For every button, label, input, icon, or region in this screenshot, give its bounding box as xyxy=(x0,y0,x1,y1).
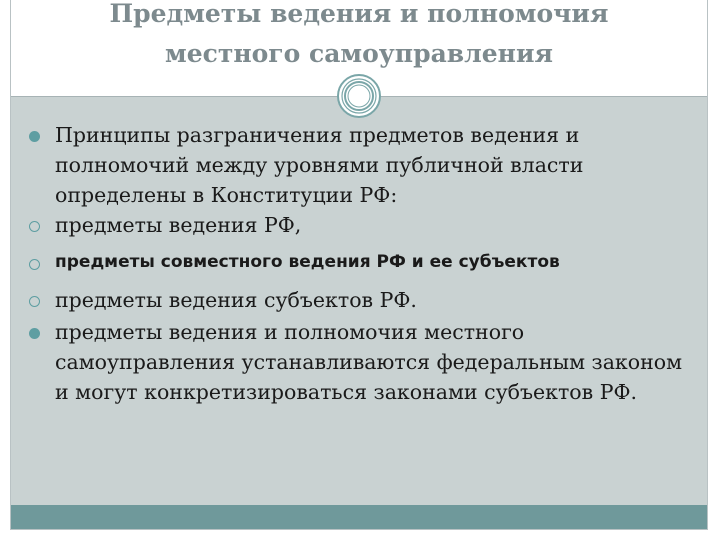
ornament-ring-icon xyxy=(336,73,382,119)
list-item-text: Принципы разграничения предметов ведения и полномочий между уровнями публичной власти определены в Конституции РФ: xyxy=(55,123,584,207)
list-item-text: предметы ведения субъектов РФ. xyxy=(55,288,417,312)
list-item xyxy=(29,210,689,240)
list-item xyxy=(29,120,689,210)
list-item-text: предметы ведения РФ, xyxy=(55,213,302,237)
footer-bar xyxy=(11,505,707,529)
slide-title xyxy=(11,0,707,74)
hollow-circle-bullet-icon xyxy=(29,259,40,270)
title-line-1: Предметы ведения и полномочия xyxy=(109,0,609,28)
list-item xyxy=(29,317,689,407)
filled-circle-bullet-icon xyxy=(29,328,40,339)
slide-body xyxy=(29,120,689,407)
list-item xyxy=(29,250,689,275)
title-line-2: местного самоуправления xyxy=(164,39,553,68)
filled-circle-bullet-icon xyxy=(29,131,40,142)
list-item-text: предметы ведения и полномочия местного самоуправления устанавливаются федеральным законом и могут конкретизироваться законами субъектов РФ. xyxy=(55,320,683,404)
hollow-circle-bullet-icon xyxy=(29,296,40,307)
slide-frame xyxy=(10,0,708,530)
list-item xyxy=(29,285,689,315)
list-item-text: предметы совместного ведения РФ и ее субъектов xyxy=(55,252,560,272)
hollow-circle-bullet-icon xyxy=(29,221,40,232)
